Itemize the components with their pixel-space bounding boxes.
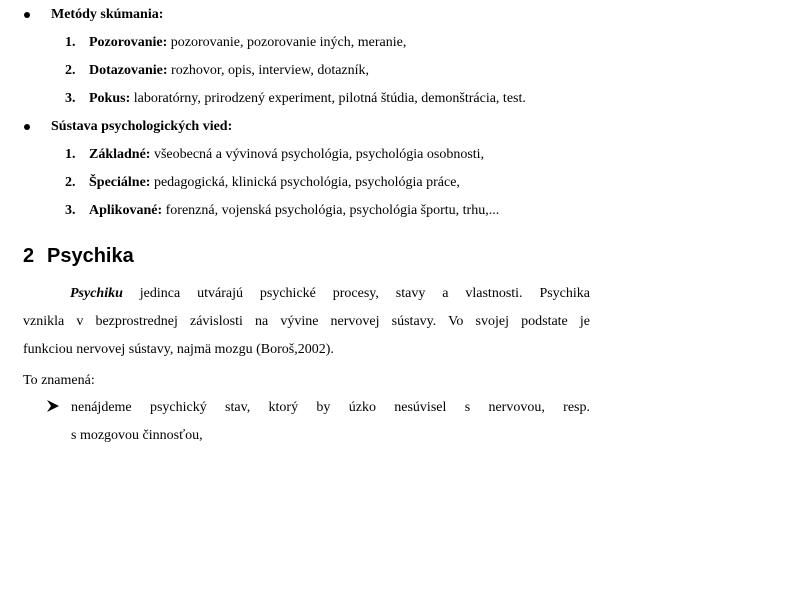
list-item-content: pedagogická, klinická psychológia, psychológia práce,: [150, 175, 460, 190]
paragraph-line: vznikla v bezprostrednej závislosti na vývine nervovej sústavy. Vo svojej podstate je: [23, 314, 590, 329]
list-item-content: forenzná, vojenská psychológia, psychológia športu, trhu,...: [162, 203, 500, 218]
list-item-text: [89, 33, 406, 53]
bullet-dot-icon: [24, 124, 30, 130]
list-item-text: [89, 61, 369, 81]
arrow-bullet-icon: [46, 399, 60, 413]
bullet-title: Metódy skúmania:: [51, 7, 164, 22]
paragraph-line: funkciou nervovej sústavy, najmä mozgu (Boroš,2002).: [23, 342, 334, 357]
list-item-text: [89, 145, 484, 165]
list-number: 3.: [65, 203, 76, 218]
paragraph-emphasis: Psychiku: [70, 286, 123, 301]
list-item-text: [89, 201, 499, 221]
arrow-item-line: nenájdeme psychický stav, ktorý by úzko nesúvisel s nervovou, resp.: [71, 400, 590, 415]
paragraph-line: [70, 284, 590, 304]
list-item-content: pozorovanie, pozorovanie iných, meranie,: [167, 35, 407, 50]
bullet-title: Sústava psychologických vied:: [51, 119, 233, 134]
list-item-text: [89, 173, 460, 193]
list-item-content: všeobecná a vývinová psychológia, psychológia osobnosti,: [150, 147, 485, 162]
list-number: 1.: [65, 35, 76, 50]
list-item-label: Pozorovanie:: [89, 35, 168, 50]
chapter-number: 2: [23, 245, 35, 267]
list-item-label: Základné:: [89, 147, 151, 162]
list-item-text: [89, 89, 526, 109]
arrow-item-line: s mozgovou činnosťou,: [71, 428, 203, 443]
list-item-label: Aplikované:: [89, 203, 163, 218]
list-number: 3.: [65, 91, 76, 106]
list-item-content: rozhovor, opis, interview, dotazník,: [167, 63, 370, 78]
list-item-content: laboratórny, prirodzený experiment, pilotná štúdia, demonštrácia, test.: [130, 91, 526, 106]
list-item-label: Dotazovanie:: [89, 63, 168, 78]
list-item-label: Špeciálne:: [89, 175, 151, 190]
chapter-title: Psychika: [47, 245, 134, 267]
bullet-dot-icon: [24, 12, 30, 18]
list-number: 2.: [65, 175, 76, 190]
means-label: To znamená:: [23, 373, 95, 388]
list-item-label: Pokus:: [89, 91, 131, 106]
list-number: 2.: [65, 63, 76, 78]
chapter-heading: [23, 243, 134, 269]
paragraph-text: jedinca utvárajú psychické procesy, stavy a vlastnosti. Psychika: [122, 286, 590, 301]
list-number: 1.: [65, 147, 76, 162]
